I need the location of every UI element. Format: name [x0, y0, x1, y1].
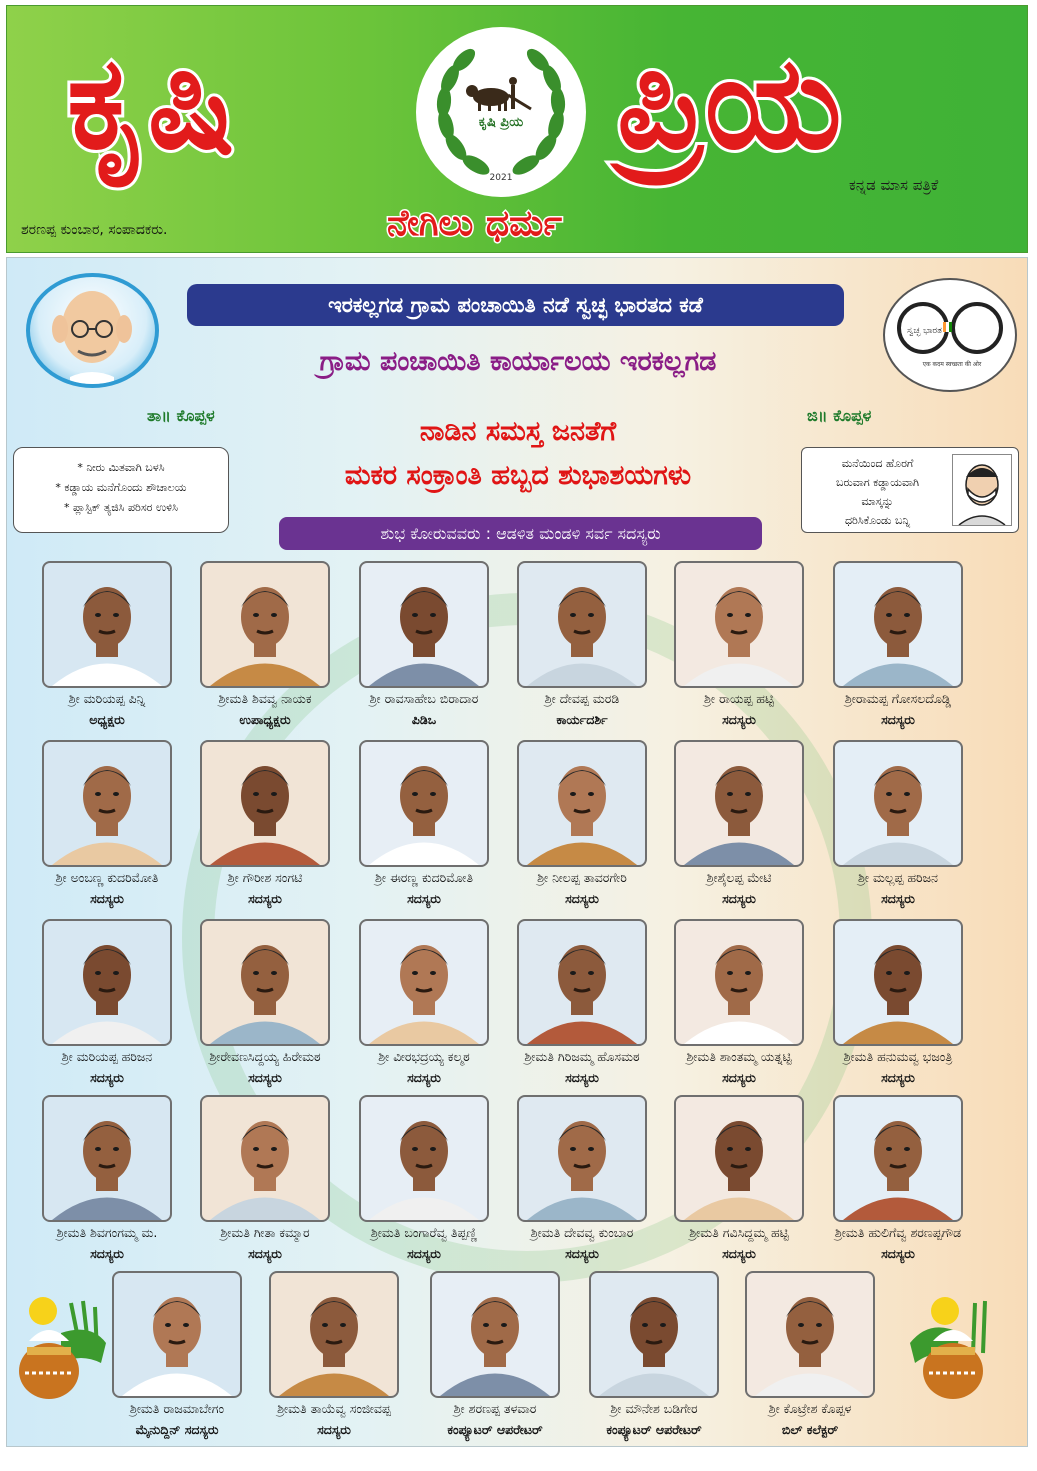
member-name: ಶ್ರೀ ಮಲ್ಲಪ್ಪ ಹರಿಜನ	[857, 870, 938, 885]
member-photo	[269, 1271, 399, 1398]
member-role: ಸದಸ್ಯರು	[407, 891, 441, 906]
member-role: ಸದಸ್ಯರು	[722, 1246, 756, 1261]
member-photo	[517, 1095, 647, 1222]
member-name: ಶ್ರೀಮತಿ ತಾಯೆವ್ವ ಸಂಜೀವಪ್ಪ	[277, 1401, 391, 1416]
wishers-label: ಶುಭ ಕೋರುವವರು : ಆಡಳಿತ ಮಂಡಳಿ ಸರ್ವ ಸದಸ್ಯರು	[279, 517, 762, 550]
member-photo	[359, 919, 489, 1046]
logo-year: 2021	[489, 173, 513, 183]
member-name: ಶ್ರೀಮತಿ ಗೀತಾ ಕಮ್ಮಾರ	[220, 1225, 310, 1240]
member-name: ಶ್ರೀ ದೇವಪ್ಪ ಮರಡಿ	[544, 691, 620, 706]
swachh-banner: ಇರಕಲ್ಲಗಡ ಗ್ರಾಮ ಪಂಚಾಯಿತಿ ನಡೆ ಸ್ವಚ್ಛ ಭಾರತದ ಕಡೆ	[187, 284, 844, 326]
member-card	[249, 1271, 419, 1449]
logo-name: ಕೃಷಿ ಪ್ರಿಯ	[478, 115, 524, 130]
member-photo	[42, 740, 172, 867]
mask-line: ಮನೆಯಿಂದ ಹೊರಗೆ	[841, 457, 914, 470]
member-photo	[359, 740, 489, 867]
member-role: ಕಂಪ್ಯೂಟರ್ ಆಪರೇಟರ್	[606, 1422, 702, 1437]
member-name: ಶ್ರೀಮತಿ ಶಿವವ್ವ ನಾಯಕ	[218, 691, 312, 706]
taluk-label: ತಾ॥ ಕೊಪ್ಪಳ	[147, 406, 215, 425]
member-role: ಸದಸ್ಯರು	[722, 891, 756, 906]
member-card	[654, 919, 824, 1097]
member-role: ಸದಸ್ಯರು	[317, 1422, 351, 1437]
member-photo	[42, 1095, 172, 1222]
mask-person-icon	[952, 454, 1012, 526]
member-photo	[833, 1095, 963, 1222]
member-name: ಶ್ರೀ ನೀಲಪ್ಪ ತಾವರಗೇರಿ	[537, 870, 627, 885]
tip-item: * ಕಡ್ಡಾಯ ಮನೆಗೊಂದು ಶೌಚಾಲಯ	[55, 481, 187, 494]
member-role: ಸದಸ್ಯರು	[90, 1246, 124, 1261]
member-photo	[200, 919, 330, 1046]
member-photo	[833, 561, 963, 688]
swachh-logo-text: ಸ್ವಚ್ಛ ಭಾರತ	[907, 326, 942, 336]
member-name: ಶ್ರೀಮತಿ ಗವಿಸಿದ್ದಮ್ಮ ಹಟ್ಟಿ	[689, 1225, 789, 1240]
member-photo	[674, 561, 804, 688]
member-name: ಶ್ರೀ ಕೊಟ್ರೇಶ ಕೊಪ್ಪಳ	[768, 1401, 852, 1416]
pongal-pot-icon	[11, 1293, 106, 1408]
member-photo	[359, 561, 489, 688]
member-name: ಶ್ರೀ ಅಂಬಣ್ಣ ಕುದರಿಮೋತಿ	[55, 870, 159, 885]
member-name: ಶ್ರೀಮತಿ ಗಿರಿಜಮ್ಮ ಹೊಸಮಠ	[524, 1049, 640, 1064]
member-card	[497, 561, 667, 739]
member-photo	[359, 1095, 489, 1222]
mask-line: ಧರಿಸಿಕೊಂಡು ಬನ್ನಿ	[844, 514, 911, 527]
member-role: ಕಂಪ್ಯೂಟರ್ ಆಪರೇಟರ್	[447, 1422, 543, 1437]
office-title: ಗ್ರಾಮ ಪಂಚಾಯಿತಿ ಕಾರ್ಯಾಲಯ ಇರಕಲ್ಲಗಡ	[319, 346, 717, 377]
member-photo	[833, 740, 963, 867]
pongal-pot-icon	[905, 1293, 1000, 1408]
member-role: ಸದಸ್ಯರು	[407, 1070, 441, 1085]
mask-line: ಮಾಸ್ಕನ್ನು	[861, 495, 894, 508]
member-photo	[674, 919, 804, 1046]
member-role: ಉಪಾಧ್ಯಕ್ಷರು	[239, 712, 291, 727]
member-card	[180, 740, 350, 918]
member-role: ಸದಸ್ಯರು	[248, 1070, 282, 1085]
member-card	[569, 1271, 739, 1449]
motto: ನೇಗಿಲು ಧರ್ಮ	[387, 203, 562, 244]
magazine-subtitle: ಕನ್ನಡ ಮಾಸ ಪತ್ರಿಕೆ	[849, 176, 939, 194]
masthead	[6, 5, 1028, 253]
member-photo	[674, 740, 804, 867]
member-name: ಶ್ರೀ ಮೌನೇಶ ಬಡಿಗೇರ	[610, 1401, 698, 1416]
member-card	[180, 561, 350, 739]
member-name: ಶ್ರೀರೇವಣಸಿದ್ದಯ್ಯ ಹಿರೇಮಠ	[209, 1049, 321, 1064]
member-card	[725, 1271, 895, 1449]
member-role: ಸದಸ್ಯರು	[90, 1070, 124, 1085]
member-card	[497, 740, 667, 918]
member-role: ಸದಸ್ಯರು	[565, 1246, 599, 1261]
tips-box	[13, 447, 229, 533]
member-card	[339, 1095, 509, 1273]
title-right: ಪ್ರಿಯ	[617, 29, 842, 178]
mask-line: ಬರುವಾಗ ಕಡ್ಡಾಯವಾಗಿ	[836, 476, 919, 489]
member-card	[22, 561, 192, 739]
member-photo	[42, 561, 172, 688]
member-card	[339, 919, 509, 1097]
member-role: ಸದಸ್ಯರು	[722, 1070, 756, 1085]
member-name: ಶ್ರೀ ಮರಿಯಪ್ಪ ಹರಿಜನ	[61, 1049, 153, 1064]
member-name: ಶ್ರೀಮತಿ ಶಿವಗಂಗಮ್ಮ ಮ.	[56, 1225, 158, 1240]
member-name: ಶ್ರೀ ರಾವಸಾಹೇಬ ಬಿರಾದಾರ	[369, 691, 479, 706]
member-photo	[517, 561, 647, 688]
member-name: ಶ್ರೀಮತಿ ಹನುಮವ್ವ ಭಜಂತ್ರಿ	[843, 1049, 953, 1064]
member-photo	[200, 1095, 330, 1222]
member-role: ಮೈನುದ್ದಿನ್ ಸದಸ್ಯರು	[135, 1422, 219, 1437]
member-card	[654, 740, 824, 918]
magazine-logo	[416, 27, 586, 197]
member-photo	[112, 1271, 242, 1398]
member-photo	[200, 561, 330, 688]
member-name: ಶ್ರೀಮತಿ ರಾಜಮಾಬೇಗಂ	[129, 1401, 225, 1416]
title-left: ಕೃಷಿ	[67, 29, 235, 178]
member-photo	[589, 1271, 719, 1398]
laurel-icon	[416, 27, 586, 197]
greeting-line-1: ನಾಡಿನ ಸಮಸ್ತ ಜನತೆಗೆ	[419, 416, 617, 447]
member-photo	[674, 1095, 804, 1222]
mask-notice	[801, 447, 1019, 533]
member-name: ಶ್ರೀ ರಾಯಪ್ಪ ಹಟ್ಟಿ	[703, 691, 775, 706]
member-role: ಸದಸ್ಯರು	[248, 891, 282, 906]
member-card	[497, 919, 667, 1097]
member-card	[180, 919, 350, 1097]
member-card	[339, 561, 509, 739]
member-photo	[517, 919, 647, 1046]
member-card	[22, 740, 192, 918]
member-card	[497, 1095, 667, 1273]
member-name: ಶ್ರೀಮತಿ ಬಂಗಾರೆವ್ವ ತಿಪ್ಪಣ್ಣಿ	[370, 1225, 478, 1240]
member-name: ಶ್ರೀಮತಿ ಶಾಂತಮ್ಮ ಯತ್ನಟ್ಟಿ	[686, 1049, 792, 1064]
member-name: ಶ್ರೀಶೈಲಪ್ಪ ಮೇಟಿ	[706, 870, 772, 885]
member-role: ಪಿಡಿಒ	[411, 712, 437, 727]
swachh-tagline: एक कदम स्वच्छता की ओर	[922, 361, 982, 368]
tip-item: * ಪ್ಲಾಸ್ಟಿಕ್ ತ್ಯಜಿಸಿ ಪರಿಸರ ಉಳಿಸಿ	[64, 501, 178, 514]
member-name: ಶ್ರೀರಾಮಪ್ಪ ಗೋಸಲದೊಡ್ಡಿ	[844, 691, 952, 706]
member-card	[92, 1271, 262, 1449]
member-role: ಸದಸ್ಯರು	[565, 1070, 599, 1085]
member-card	[22, 919, 192, 1097]
member-card	[813, 740, 983, 918]
tip-item: * ನೀರು ಮಿತವಾಗಿ ಬಳಸಿ	[77, 461, 165, 474]
member-card	[180, 1095, 350, 1273]
member-role: ಸದಸ್ಯರು	[407, 1246, 441, 1261]
editor-credit: ಶರಣಪ್ಪ ಕುಂಬಾರ, ಸಂಪಾದಕರು.	[21, 222, 168, 238]
member-role: ಬಿಲ್ ಕಲೆಕ್ಟರ್	[781, 1422, 839, 1437]
member-card	[22, 1095, 192, 1273]
member-card	[654, 561, 824, 739]
member-role: ಸದಸ್ಯರು	[881, 891, 915, 906]
member-name: ಶ್ರೀ ಶರಣಪ್ಪ ತಳವಾರ	[453, 1401, 537, 1416]
member-name: ಶ್ರೀ ಮರಿಯಪ್ಪ ಪಿನ್ನಿ	[68, 691, 146, 706]
member-name: ಶ್ರೀಮತಿ ಹುಲಿಗೆವ್ವ ಶರಣಪ್ಪಗೌಡ	[834, 1225, 962, 1240]
member-role: ಸದಸ್ಯರು	[881, 1070, 915, 1085]
member-card	[410, 1271, 580, 1449]
member-photo	[517, 740, 647, 867]
member-photo	[200, 740, 330, 867]
member-name: ಶ್ರೀ ಈರಣ್ಣ ಕುದರಿಮೋತಿ	[374, 870, 474, 885]
member-name: ಶ್ರೀ ಗೌರೀಶ ಸಂಗಟಿ	[227, 870, 303, 885]
member-card	[813, 1095, 983, 1273]
member-photo	[745, 1271, 875, 1398]
member-card	[813, 919, 983, 1097]
member-card	[654, 1095, 824, 1273]
member-role: ಕಾರ್ಯದರ್ಶಿ	[556, 712, 608, 727]
member-photo	[42, 919, 172, 1046]
greeting-line-2: ಮಕರ ಸಂಕ್ರಾಂತಿ ಹಬ್ಬದ ಶುಭಾಶಯಗಳು	[344, 460, 692, 491]
member-role: ಸದಸ್ಯರು	[881, 712, 915, 727]
member-role: ಸದಸ್ಯರು	[248, 1246, 282, 1261]
member-role: ಅಧ್ಯಕ್ಷರು	[89, 712, 125, 727]
member-role: ಸದಸ್ಯರು	[565, 891, 599, 906]
district-label: ಜಿ॥ ಕೊಪ್ಪಳ	[807, 406, 872, 425]
member-role: ಸದಸ್ಯರು	[722, 712, 756, 727]
greeting-panel	[6, 257, 1028, 1447]
member-photo	[430, 1271, 560, 1398]
member-card	[813, 561, 983, 739]
member-role: ಸದಸ್ಯರು	[881, 1246, 915, 1261]
member-photo	[833, 919, 963, 1046]
member-name: ಶ್ರೀ ವೀರಭದ್ರಯ್ಯ ಕಲ್ಮಠ	[378, 1049, 470, 1064]
member-name: ಶ್ರೀಮತಿ ದೇವವ್ವ ಕುಂಬಾರ	[530, 1225, 634, 1240]
member-role: ಸದಸ್ಯರು	[90, 891, 124, 906]
member-card	[339, 740, 509, 918]
